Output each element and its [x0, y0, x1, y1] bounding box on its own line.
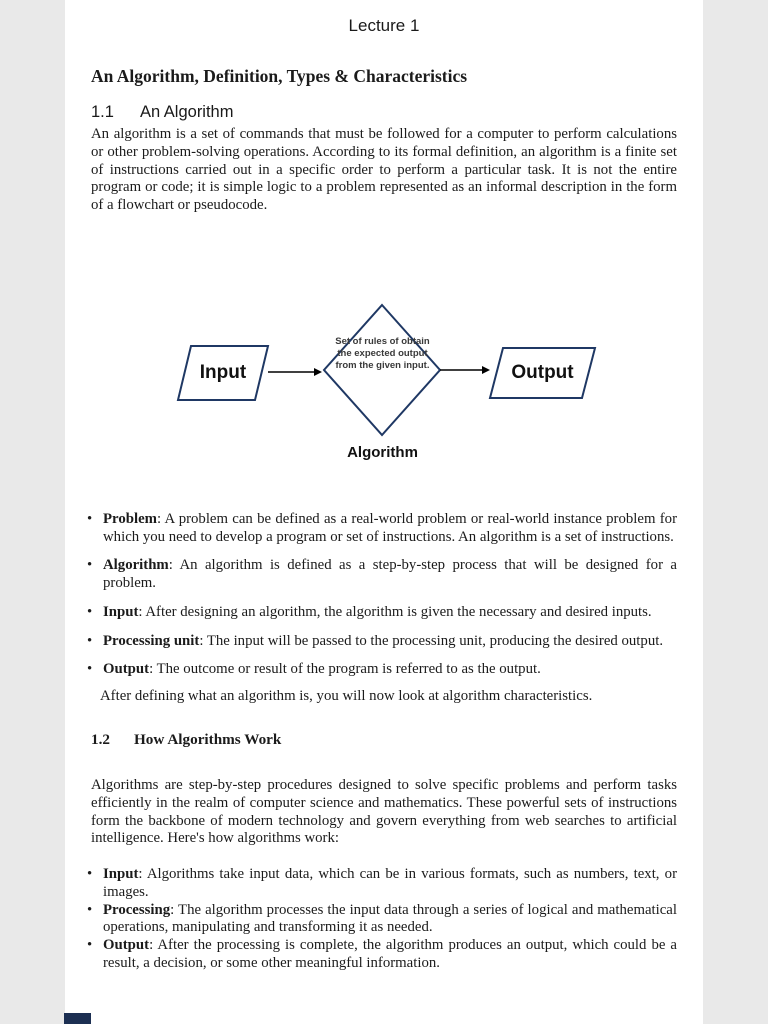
- bullet-text: : After designing an algorithm, the algorithm is given the necessary and desired inputs.: [138, 603, 652, 620]
- bullet-term: Problem: [103, 510, 157, 527]
- list-item: [103, 866, 677, 902]
- page-sheet: [65, 0, 703, 1024]
- bullet-term: Processing unit: [103, 632, 200, 649]
- arrowhead-diamond-to-output: [482, 366, 490, 374]
- list-item: [103, 633, 677, 651]
- bullet-text: : The outcome or result of the program is referred to as the output.: [149, 661, 541, 678]
- section-1-1-paragraph: An algorithm is a set of commands that must be followed for a computer to perform calculations or other problem-solving operations. According to its formal definition, an algorithm is a finite set of instructions carried out in a specific order to perform a particular task. It is not the entire program or code; it is simple logic to a problem represented as an informal description in the form of a flowchart or pseudocode.: [91, 126, 677, 213]
- section-1-1-heading: [91, 103, 677, 122]
- bullet-term: Output: [103, 661, 150, 678]
- diagram-caption: Algorithm: [347, 443, 418, 461]
- diamond-rule-text: Set of rules of obtain the expected output from the given input.: [335, 335, 430, 372]
- input-label: Input: [199, 361, 247, 383]
- algorithm-flow-diagram: [91, 303, 677, 473]
- bullet-text: : Algorithms take input data, which can be in various formats, such as numbers, text, or images.: [103, 866, 677, 900]
- section-1-2-number: 1.2: [91, 731, 110, 748]
- bullet-term: Algorithm: [103, 557, 169, 574]
- bullet-text: : The input will be passed to the processing unit, producing the desired output.: [199, 632, 664, 649]
- transition-note: After defining what an algorithm is, you will now look at algorithm characteristics.: [100, 688, 593, 704]
- bullet-term: Input: [103, 603, 139, 620]
- bullet-text: : The algorithm processes the input data through a series of logical and mathematical operations, manipulating and transforming it as needed.: [103, 901, 677, 936]
- bullet-text: : After the processing is complete, the algorithm produces an output, which could be a result, a decision, or some other meaningful information.: [103, 937, 677, 971]
- list-item: [103, 902, 677, 938]
- main-heading: An Algorithm, Definition, Types & Characteristics: [91, 66, 468, 86]
- page-title: Lecture 1: [348, 16, 420, 35]
- bullet-term: Output: [103, 937, 150, 953]
- section-1-2-title: How Algorithms Work: [133, 731, 282, 748]
- bullet-term: Processing: [103, 901, 171, 918]
- list-item: [103, 661, 677, 679]
- list-item: [103, 557, 677, 593]
- list-item: [103, 604, 677, 622]
- section-1-1-title: An Algorithm: [139, 103, 234, 121]
- list-item: [103, 511, 677, 547]
- arrowhead-input-to-diamond: [314, 368, 322, 376]
- definitions-bullet-list: [91, 511, 677, 679]
- bullet-text: : An algorithm is defined as a step-by-step process that will be designed for a problem.: [103, 557, 677, 591]
- bullet-term: Input: [103, 866, 139, 882]
- how-algorithms-work-list: [91, 866, 677, 973]
- section-1-2-paragraph: Algorithms are step-by-step procedures designed to solve specific problems and perform tasks efficiently in the realm of computer science and mathematics. These powerful sets of instructions form the backbone of modern technology and govern everything from web searches to artificial intelligence. Here's how algorithms work:: [91, 777, 677, 847]
- section-1-1-number: 1.1: [91, 103, 114, 121]
- next-page-peek: [64, 1013, 91, 1024]
- output-label: Output: [511, 361, 574, 383]
- list-item: [103, 937, 677, 973]
- section-1-2-heading: [91, 731, 677, 749]
- bullet-text: : A problem can be defined as a real-world problem or real-world instance problem for which you need to develop a program or set of instructions. An algorithm is a set of instructions.: [103, 510, 677, 545]
